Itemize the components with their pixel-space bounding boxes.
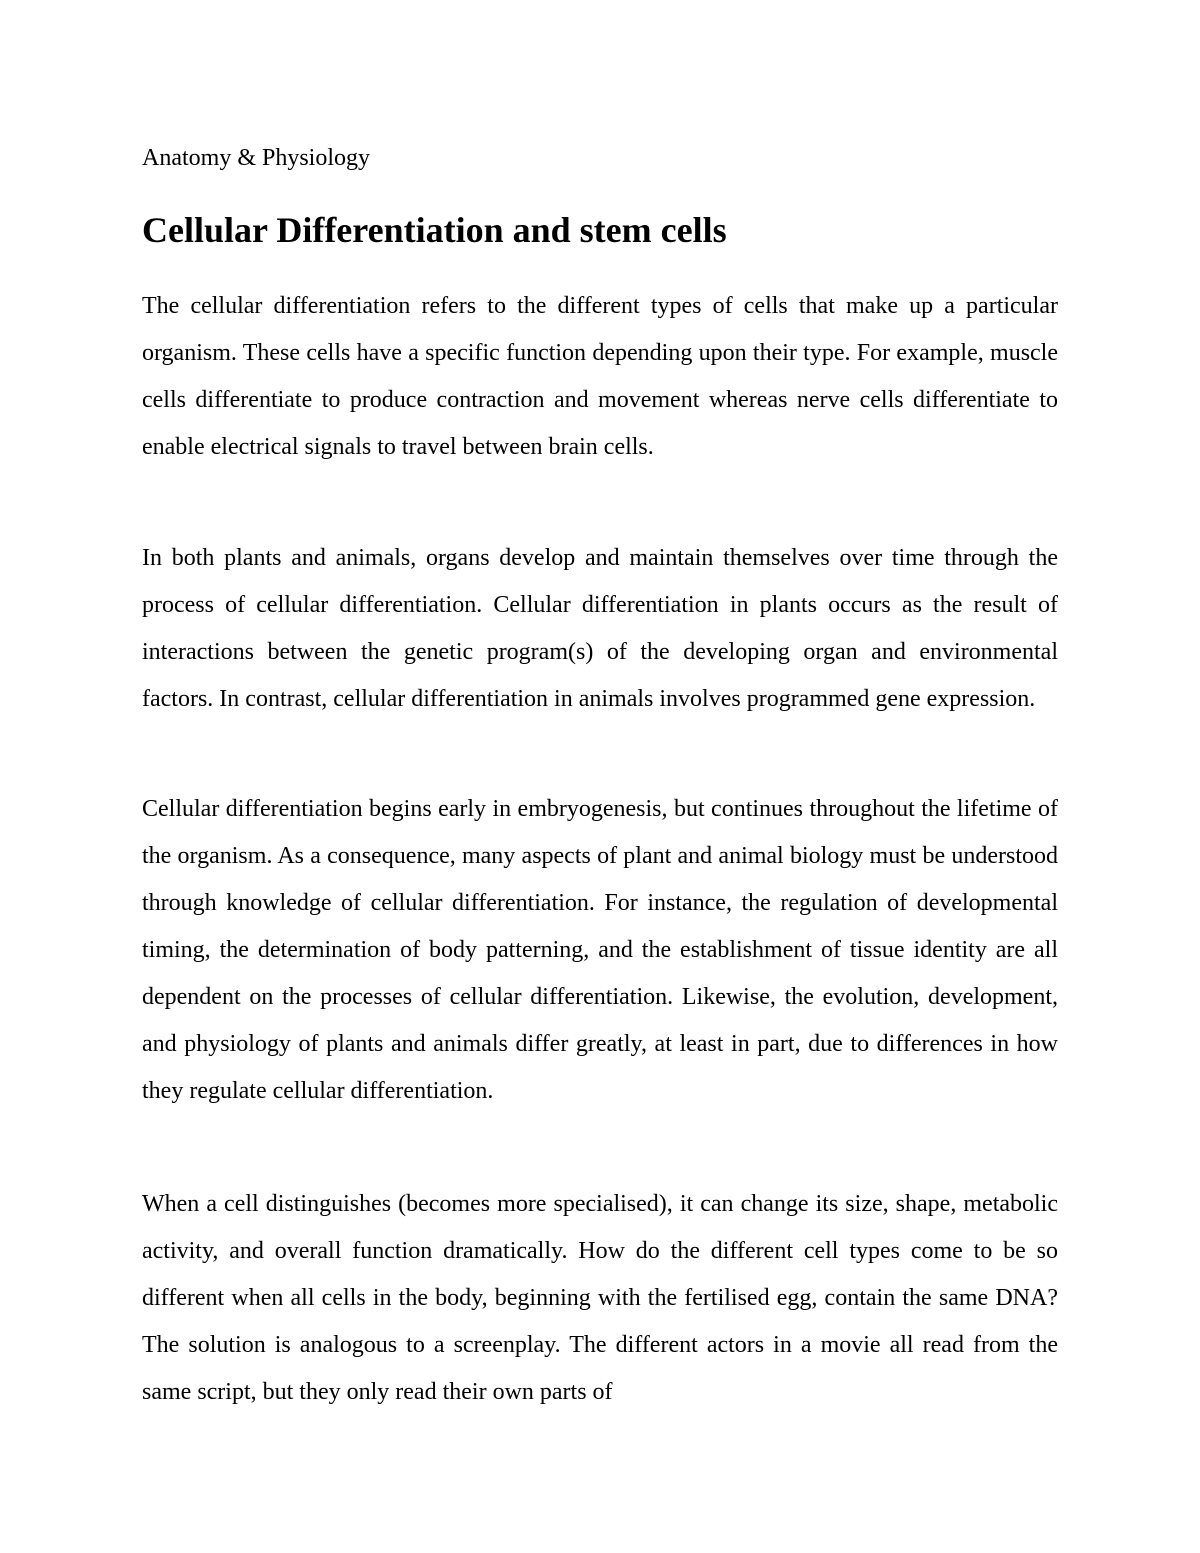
paragraph-1: The cellular differentiation refers to the different types of cells that make up a particular organism. These cells have a specific function depending upon their type. For example, muscle cells differentiate to produce contraction and movement whereas nerve cells differentiate to enable electrical signals to travel between brain cells.	[142, 293, 1058, 460]
document-title: Cellular Differentiation and stem cells	[142, 210, 727, 250]
paragraph-3: Cellular differentiation begins early in embryogenesis, but continues throughout the lifetime of the organism. As a consequence, many aspects of plant and animal biology must be understood through knowledge of cellular differentiation. For instance, the regulation of developmental timing, the determination of body patterning, and the establishment of tissue identity are all dependent on the processes of cellular differentiation. Likewise, the evolution, development, and physiology of plants and animals differ greatly, at least in part, due to differences in how they regulate cellular differentiation.	[142, 796, 1058, 1104]
paragraph-2: In both plants and animals, organs develop and maintain themselves over time through the process of cellular differentiation. Cellular differentiation in plants occurs as the result of interactions between the genetic program(s) of the developing organ and environmental factors. In contrast, cellular differentiation in animals involves programmed gene expression.	[142, 545, 1058, 712]
subject-heading: Anatomy & Physiology	[142, 145, 371, 171]
paragraph-4: When a cell distinguishes (becomes more specialised), it can change its size, shape, metabolic activity, and overall function dramatically. How do the different cell types come to be so different when all cells in the body, beginning with the fertilised egg, contain the same DNA? The solution is analogous to a screenplay. The different actors in a movie all read from the same script, but they only read their own parts of	[142, 1191, 1058, 1405]
